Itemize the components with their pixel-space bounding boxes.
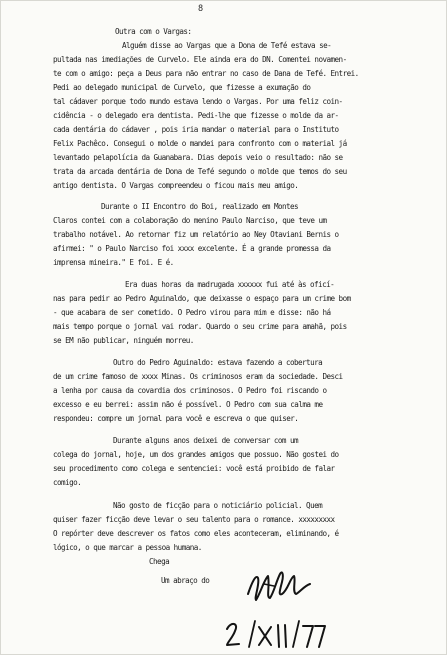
text-line: quiser fazer ficção deve levar o seu talento para o romance. xxxxxxxxx [53,515,335,524]
text-line: mais tempo porque o jornal vai rodar. Quardo o seu crime para amahã, pois [53,322,347,331]
handwritten-signature [244,564,314,606]
text-line: - que acabara de ser cometido. O Pedro virou para mim e disse: não há [53,308,331,317]
text-line: imprensa mineira." E foi. E é. [53,258,174,267]
text-line: comigo. [53,478,82,487]
text-line: Pedi ao delegado municipal de Curvelo, que fizesse a exumação do [53,83,311,92]
text-line: te com o amigo: peça a Deus para não entrar no caso de Dana de Tefé. Entrei. [53,69,359,78]
text-line: cada dentária do cádaver , pois iria mandar o material para o Instituto [53,125,339,134]
text-line: Chega [149,557,170,566]
text-line: respondeu: compre um jornal para você e escreva o que quiser. [53,414,299,423]
text-line: seu procedimento como colega e sentenciei: você está proibido de falar [53,464,335,473]
text-line: de um crime famoso de xxxx Minas. Os criminosos eram da sociedade. Desci [53,372,343,381]
text-line: afirmei: " o Paulo Narciso foi xxxx excelente. É a grande promessa da [53,244,331,253]
text-line: colega do jornal, hoje, um dos grandes amigos que possuo. Não gostei do [53,450,339,459]
text-line: Um abraço do [161,576,210,585]
text-line: Não gosto de ficção para o noticiário policial. Quem [113,501,323,510]
text-line: levantado pelapolícia da Guanabara. Dias depois veio o resultado: não se [53,153,343,162]
text-line: nas para pedir ao Pedro Aguinaldo, que deixasse o espaço para um crime bom [53,294,351,303]
text-line: pultada nas imediações de Curvelo. Ele ainda era do DN. Comentei novamen- [53,55,347,64]
text-line: Alguém disse ao Vargas que a Dona de Tefé estava se- [122,41,332,50]
text-line: antigo dentista. O Vargas compreendeu o ficou mais meu amigo. [53,181,299,190]
text-line: tal cádaver porque todo mundo estava lendo o Vargas. Por uma feliz coin- [53,97,343,106]
text-line: se EM não publicar, ninguém morreu. [53,336,194,345]
text-line: a lenha por causa da covardia dos criminosos. O Pedro foi riscando o [53,386,327,395]
text-line: Felix Pachêco. Consegui o molde o mandei para confronto com o material já [53,139,347,148]
text-line: excesso e eu berrei: assim não é possível. O Pedro com sua calma me [53,400,323,409]
handwritten-date [223,617,333,653]
text-line: Outra com o Vargas: [115,27,192,36]
text-line: Durante o II Encontro do Boi, realizado em Montes [101,202,299,211]
text-line: trata da arcada dentária de Dona de Tefé segundo o molde que temos do seu [53,167,347,176]
text-line: Claros contei com a colaboração do menino Paulo Narciso, que teve um [53,216,327,225]
text-line: Era duas horas da madrugada xxxxxx fui até às oficí- [125,280,335,289]
text-line: Outro do Pedro Aguinaldo: estava fazendo a cobertura [113,358,323,367]
text-line: trabalho notável. Ao retornar fiz um relatório ao Ney Otaviani Bernis o [53,230,339,239]
text-line: lógico, o que marcar a pessoa humana. [53,543,202,552]
page-number: 8 [198,4,204,14]
typed-text-body [1,1,447,656]
text-line: O repórter deve descrever os fatos como eles aconteceram, eliminando, é [53,529,339,538]
text-line: Durante alguns anos deixei de conversar com um [113,436,299,445]
text-line: cidência - o delegado era dentista. Pedi-lhe que fizesse o molde da ar- [53,111,339,120]
